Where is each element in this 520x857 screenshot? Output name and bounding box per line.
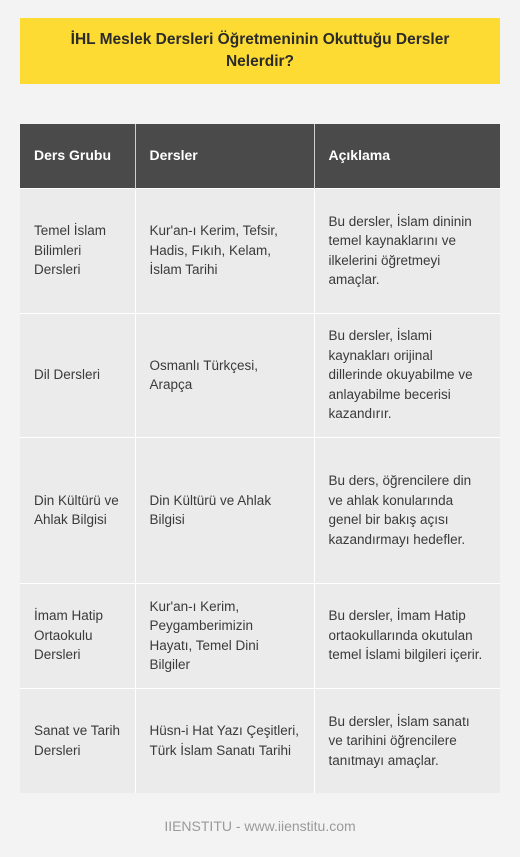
courses-cell: Kur'an-ı Kerim, Tefsir, Hadis, Fıkıh, Kelam, İslam Tarihi <box>135 188 314 313</box>
table-row <box>20 188 500 313</box>
description-cell: Bu ders, öğrencilere din ve ahlak konularında genel bir bakış açısı kazandırmayı hedefler. <box>314 437 500 583</box>
table-row <box>20 583 500 688</box>
footer-credit: IIENSTITU - www.iienstitu.com <box>164 818 356 834</box>
group-cell: Dil Dersleri <box>20 313 135 437</box>
title-banner <box>20 18 500 84</box>
table-header-row <box>20 124 500 188</box>
column-header-description: Açıklama <box>314 124 500 188</box>
column-header-group: Ders Grubu <box>20 124 135 188</box>
description-cell: Bu dersler, İslam sanatı ve tarihini öğrencilere tanıtmayı amaçlar. <box>314 688 500 793</box>
group-cell: Sanat ve Tarih Dersleri <box>20 688 135 793</box>
table-row <box>20 437 500 583</box>
courses-cell: Din Kültürü ve Ahlak Bilgisi <box>135 437 314 583</box>
description-cell: Bu dersler, İslam dininin temel kaynaklarını ve ilkelerini öğretmeyi amaçlar. <box>314 188 500 313</box>
page-title: İHL Meslek Dersleri Öğretmeninin Okuttuğu Dersler Nelerdir? <box>70 31 450 70</box>
group-cell: İmam Hatip Ortaokulu Dersleri <box>20 583 135 688</box>
lessons-table <box>20 124 500 793</box>
table-row <box>20 313 500 437</box>
description-cell: Bu dersler, İmam Hatip ortaokullarında okutulan temel İslami bilgileri içerir. <box>314 583 500 688</box>
column-header-courses: Dersler <box>135 124 314 188</box>
courses-cell: Osmanlı Türkçesi, Arapça <box>135 313 314 437</box>
table-row <box>20 688 500 793</box>
group-cell: Temel İslam Bilimleri Dersleri <box>20 188 135 313</box>
courses-cell: Kur'an-ı Kerim, Peygamberimizin Hayatı, Temel Dini Bilgiler <box>135 583 314 688</box>
description-cell: Bu dersler, İslami kaynakları orijinal dillerinde okuyabilme ve anlayabilme becerisi kazandırır. <box>314 313 500 437</box>
group-cell: Din Kültürü ve Ahlak Bilgisi <box>20 437 135 583</box>
courses-cell: Hüsn-i Hat Yazı Çeşitleri, Türk İslam Sanatı Tarihi <box>135 688 314 793</box>
